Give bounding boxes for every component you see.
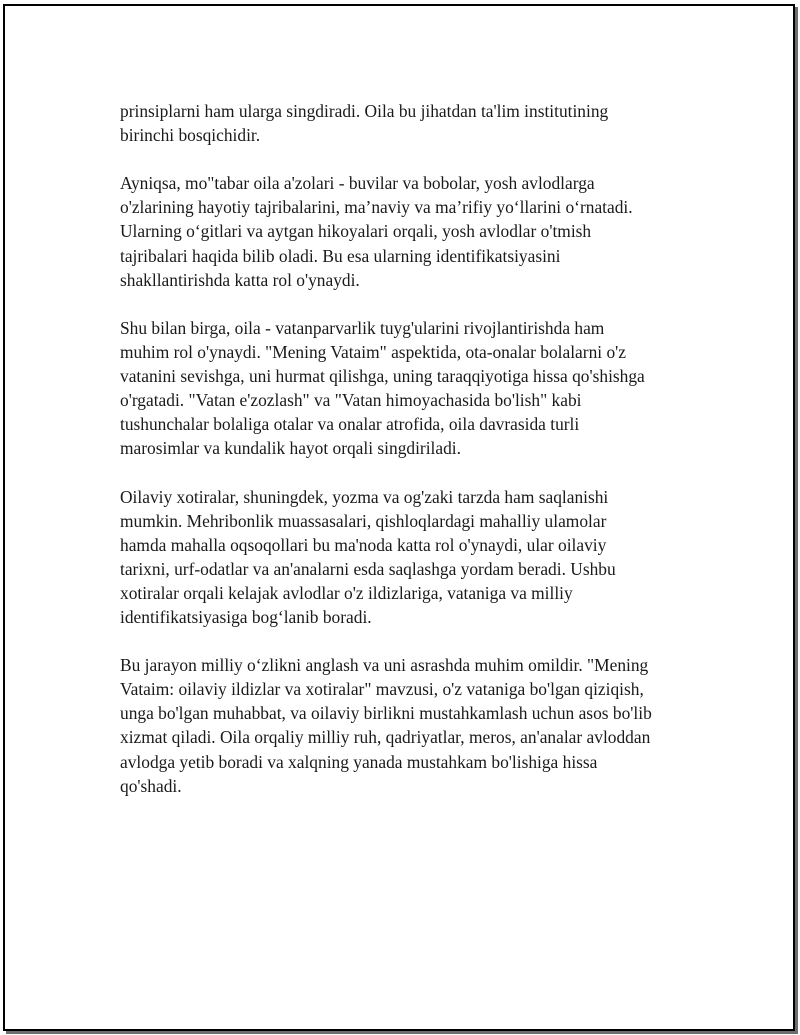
document-body	[120, 99, 700, 822]
document-page	[3, 4, 795, 1031]
paragraph-1: prinsiplarni ham ularga singdiradi. Oila bu jihatdan ta'lim institutining birinchi bosqichidir.	[120, 101, 609, 146]
paragraph-5: Bu jarayon milliy o‘zlikni anglash va uni asrashda muhim omildir. "Mening Vataim: oilaviy ildizlar va xotiralar" mavzusi, o'z vataniga bo'lgan qiziqish, unga bo'lgan muhabbat, va oilaviy birlikni mustahkamlash uchun asos bo'lib xizmat qiladi. Oila orqaliy milliy ruh, qadriyatlar, meros, an'analar avloddan avlodga yetib boradi va xalqning yanada mustahkam bo'lishiga hissa qo'shadi.	[120, 655, 652, 796]
paragraph-2: Ayniqsa, mo"tabar oila a'zolari - buvilar va bobolar, yosh avlodlarga o'zlarining hayotiy tajribalarini, ma’naviy va ma’rifiy yo‘llarini o‘rnatadi. Ularning o‘gitlari va aytgan hikoyalari orqali, yosh avlodlar o'tmish tajribalari haqida bilib oladi. Bu esa ularning identifikatsiyasini shakllantirishda katta rol o'ynaydi.	[120, 173, 633, 290]
paragraph-4: Oilaviy xotiralar, shuningdek, yozma va og'zaki tarzda ham saqlanishi mumkin. Mehribonlik muassasalari, qishloqlardagi mahalliy ulamolar hamda mahalla oqsoqollari bu ma'noda katta rol o'ynaydi, ular oilaviy tarixni, urf-odatlar va an'analarni esda saqlashga yordam beradi. Ushbu xotiralar orqali kelajak avlodlar o'z ildizlariga, vataniga va milliy identifikatsiyasiga bog‘lanib boradi.	[120, 486, 616, 627]
paragraph-3: Shu bilan birga, oila - vatanparvarlik tuyg'ularini rivojlantirishda ham muhim rol o'ynaydi. "Mening Vataim" aspektida, ota-onalar bolalarni o'z vatanini sevishga, uni hurmat qilishga, uning taraqqiyotiga hissa qo'shishga o'rgatadi. "Vatan e'zozlash" va "Vatan himoyachasida bo'lish" kabi tushunchalar bolaliga otalar va onalar atrofida, oila davrasida turli marosimlar va kundalik hayot orqali singdiriladi.	[120, 317, 645, 459]
